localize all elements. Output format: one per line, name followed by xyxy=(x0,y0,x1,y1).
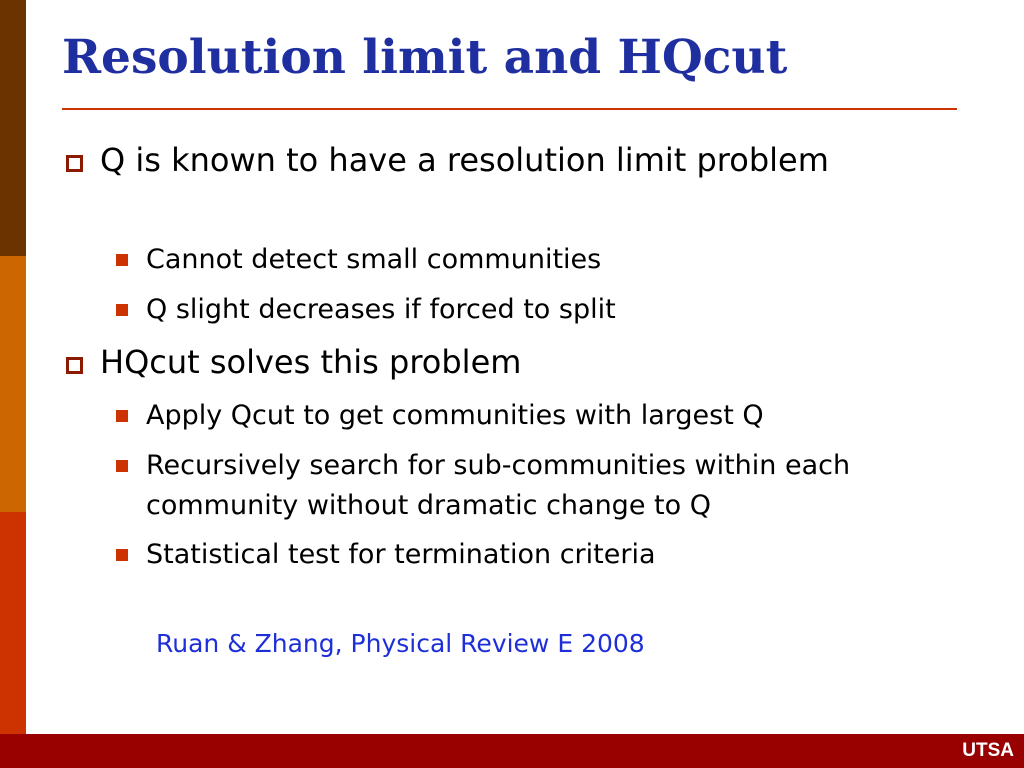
solid-square-bullet-icon xyxy=(116,254,128,266)
side-stripe-middle xyxy=(0,256,26,512)
bullet-item: Q is known to have a resolution limit problem xyxy=(100,141,829,179)
slide-title: Resolution limit and HQcut xyxy=(62,30,788,85)
solid-square-bullet-icon xyxy=(116,549,128,561)
solid-square-bullet-icon xyxy=(116,410,128,422)
sub-bullet-item: Recursively search for sub-communities within each community without dramatic change to Q xyxy=(146,450,851,521)
solid-square-bullet-icon xyxy=(116,460,128,472)
sub-bullet-item: Statistical test for termination criteria xyxy=(146,539,656,570)
hollow-square-bullet-icon xyxy=(66,357,83,374)
sub-bullet-item: Cannot detect small communities xyxy=(146,244,602,275)
bullet-item: HQcut solves this problem xyxy=(100,343,522,381)
footer-logo-text: UTSA xyxy=(962,740,1014,761)
sub-bullet-item: Q slight decreases if forced to split xyxy=(146,294,616,325)
sub-bullet-item: Apply Qcut to get communities with largest Q xyxy=(146,400,764,431)
side-stripe-top xyxy=(0,0,26,256)
citation: Ruan & Zhang, Physical Review E 2008 xyxy=(156,629,645,658)
title-divider xyxy=(62,108,957,110)
solid-square-bullet-icon xyxy=(116,304,128,316)
footer-bar xyxy=(0,734,1024,768)
side-stripe-bottom xyxy=(0,512,26,734)
hollow-square-bullet-icon xyxy=(66,155,83,172)
